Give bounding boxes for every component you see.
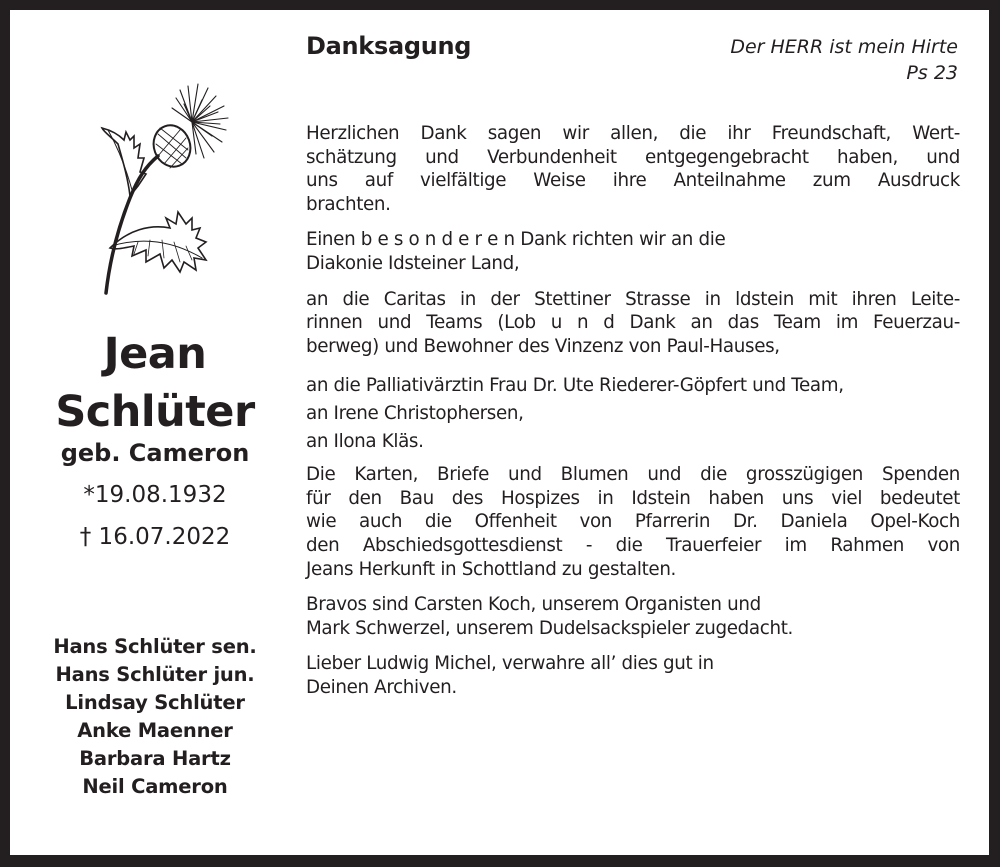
text-line: Jeans Herkunft in Schottland zu gestalten. [306, 558, 677, 580]
family-member: Anke Maenner [77, 719, 233, 742]
text-line: Diakonie Idsteiner Land, [306, 252, 520, 274]
text-line: rinnen und Teams (Lob u n d Dank an das Team im Feuerzau- [306, 312, 960, 334]
paragraph-individuals [306, 374, 960, 453]
left-column [10, 10, 300, 855]
family-member: Lindsay Schlüter [65, 691, 245, 714]
family-list [10, 633, 300, 801]
paragraph-thanks [306, 122, 960, 216]
text-line: Mark Schwerzel, unserem Dudelsackspieler zugedacht. [306, 617, 793, 639]
family-member: Hans Schlüter sen. [53, 635, 257, 658]
family-member: Neil Cameron [82, 775, 228, 798]
thistle-icon [88, 78, 238, 298]
text-line: an Ilona Kläs. [306, 430, 424, 452]
family-member: Hans Schlüter jun. [55, 663, 255, 686]
notice-heading: Danksagung [306, 32, 472, 60]
deceased-maiden-name: geb. Cameron [60, 439, 250, 467]
paragraph-donations [306, 463, 960, 581]
text-line: Bravos sind Carsten Koch, unserem Organisten und [306, 594, 761, 616]
text-line: Deinen Archiven. [306, 676, 457, 698]
paragraph-archive [306, 652, 960, 699]
text-line: an die Palliativärztin Frau Dr. Ute Riederer-Göpfert und Team, [306, 375, 844, 397]
text-line: Lieber Ludwig Michel, verwahre all’ dies gut in [306, 653, 714, 675]
text-line: wie auch die Offenheit von Pfarrerin Dr. Daniela Opel-Koch [306, 511, 960, 533]
text-line: an die Caritas in der Stettiner Strasse in ldstein mit ihren Leite- [306, 288, 960, 310]
text-line: berweg) und Bewohner des Vinzenz von Paul-Hauses, [306, 335, 780, 357]
paragraph-special-thanks [306, 228, 960, 275]
text-line: Einen b e s o n d e r e n Dank richten wir an die [306, 229, 726, 251]
motto-reference: Ps 23 [906, 62, 958, 84]
text-line: an Irene Christophersen, [306, 402, 524, 424]
notice-frame [10, 10, 989, 855]
birth-date: *19.08.1932 [83, 482, 227, 508]
text-line: uns auf vielfältige Weise ihre Anteilnahme zum Ausdruck [306, 170, 960, 192]
paragraph-caritas [306, 288, 960, 359]
thank-you-text [306, 122, 960, 699]
deceased-last-name: Schlüter [55, 387, 255, 437]
text-line: den Abschiedsgottesdienst - die Trauerfeier im Rahmen von [306, 534, 960, 556]
text-line: schätzung und Verbundenheit entgegengebracht haben, und [306, 146, 960, 168]
paragraph-musicians [306, 593, 960, 640]
text-line: für den Bau des Hospizes in Idstein haben uns viel bedeutet [306, 487, 960, 509]
family-member: Barbara Hartz [79, 747, 231, 770]
death-date: † 16.07.2022 [79, 524, 231, 550]
motto-quote: Der HERR ist mein Hirte [730, 36, 958, 58]
deceased-first-name: Jean [103, 329, 207, 379]
deceased-info [10, 328, 300, 552]
psalm-motto [730, 34, 958, 86]
text-line: brachten. [306, 193, 391, 215]
text-line: Herzlichen Dank sagen wir allen, die ihr Freundschaft, Wert- [306, 123, 960, 144]
text-line: Die Karten, Briefe und Blumen und die grosszügigen Spenden [306, 464, 960, 486]
